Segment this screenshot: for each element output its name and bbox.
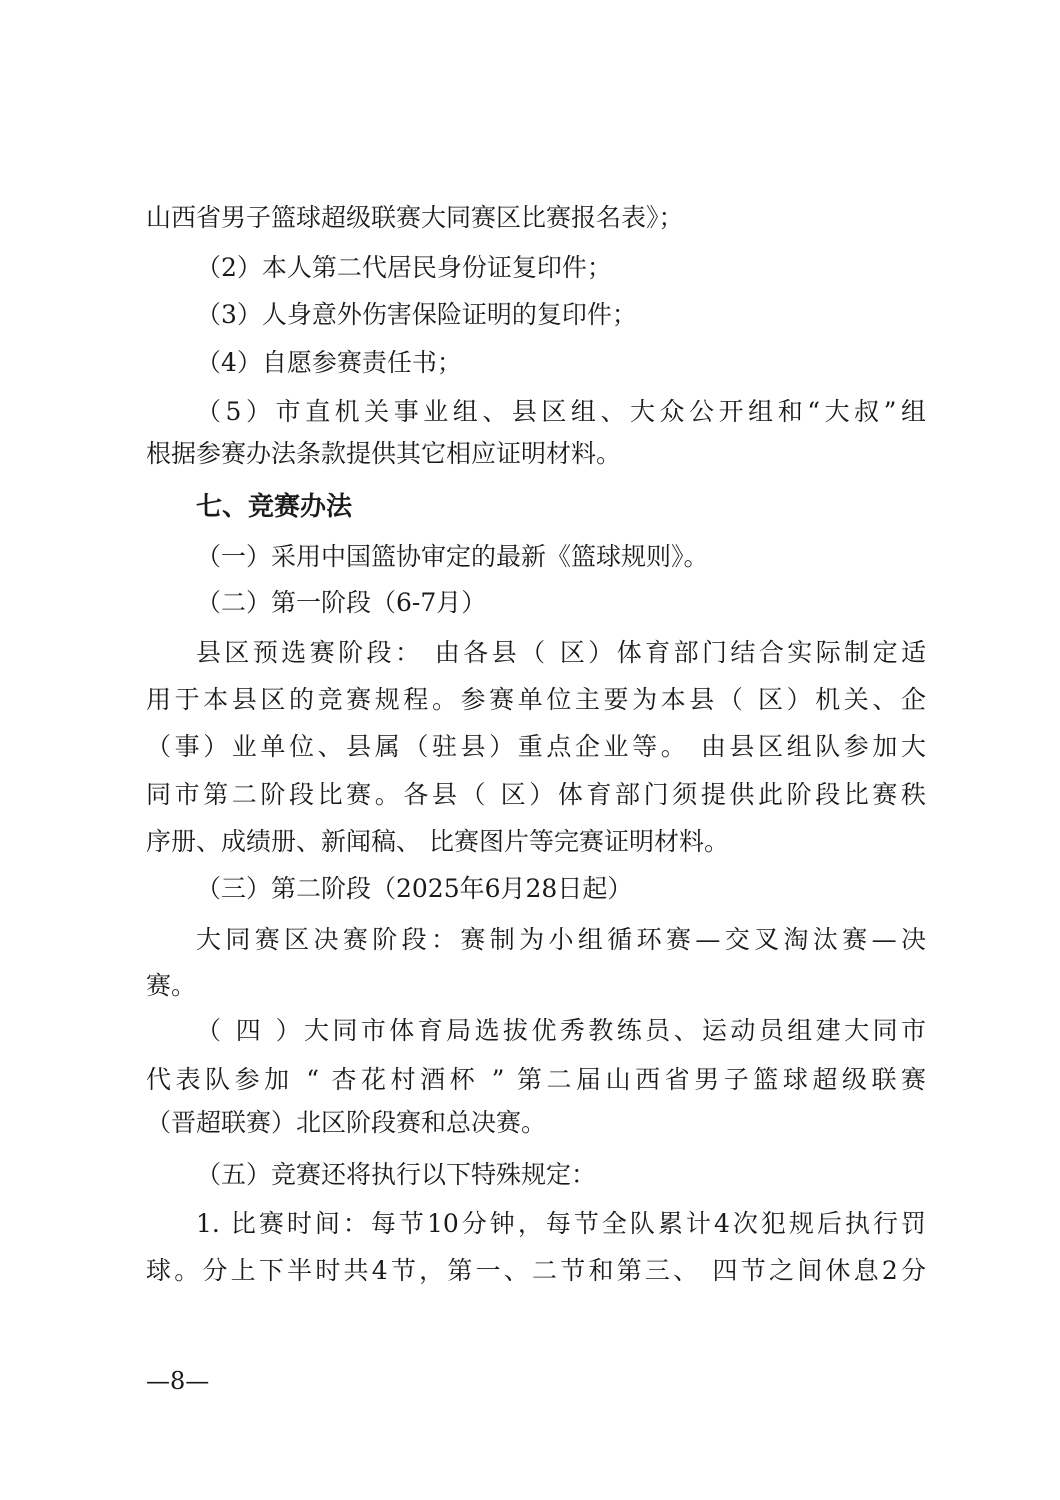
- text-line: （五）竞赛还将执行以下特殊规定：: [196, 1160, 597, 1189]
- text-line: （晋超联赛）北区阶段赛和总决赛。: [146, 1108, 547, 1137]
- text-line: 山西省男子篮球超级联赛大同赛区比赛报名表》；: [146, 203, 684, 232]
- text-line: （5）市直机关事业组、县区组、大众公开组和“大叔”组: [196, 397, 926, 426]
- text-line: （三）第二阶段（2025年6月28日起）: [196, 874, 633, 903]
- text-line: （2）本人第二代居民身份证复印件；: [196, 253, 612, 282]
- text-line: （ 四 ）大同市体育局选拔优秀教练员、运动员组建大同市: [196, 1016, 926, 1045]
- text-line: （二）第一阶段（6-7月）: [196, 588, 487, 617]
- section-heading: 七、竞赛办法: [196, 492, 353, 522]
- text-line: 县区预选赛阶段： 由各县（ 区）体育部门结合实际制定适: [196, 638, 926, 667]
- text-line: 1. 比赛时间：每节10分钟，每节全队累计4次犯规后执行罚: [196, 1209, 926, 1238]
- text-line: （一）采用中国篮协审定的最新《篮球规则》。: [196, 542, 709, 571]
- text-line: 代表队参加 “ 杏花村酒杯 ” 第二届山西省男子篮球超级联赛: [146, 1065, 926, 1094]
- page-number: —8—: [146, 1367, 210, 1395]
- text-line: 大同赛区决赛阶段：赛制为小组循环赛—交叉淘汰赛—决: [196, 925, 926, 954]
- text-line: （事）业单位、县属（驻县）重点企业等。 由县区组队参加大: [146, 732, 926, 761]
- text-line: 赛。: [146, 971, 197, 1000]
- text-line: 同市第二阶段比赛。各县（ 区）体育部门须提供此阶段比赛秩: [146, 780, 926, 809]
- text-line: （3）人身意外伤害保险证明的复印件；: [196, 300, 637, 329]
- text-line: 用于本县区的竞赛规程。参赛单位主要为本县（ 区）机关、企: [146, 685, 926, 714]
- text-line: （4）自愿参赛责任书；: [196, 348, 462, 377]
- text-line: 球。分上下半时共4节，第一、二节和第三、 四节之间休息2分: [146, 1256, 926, 1285]
- text-line: 序册、成绩册、新闻稿、 比赛图片等完赛证明材料。: [146, 827, 729, 856]
- text-line: 根据参赛办法条款提供其它相应证明材料。: [146, 439, 622, 468]
